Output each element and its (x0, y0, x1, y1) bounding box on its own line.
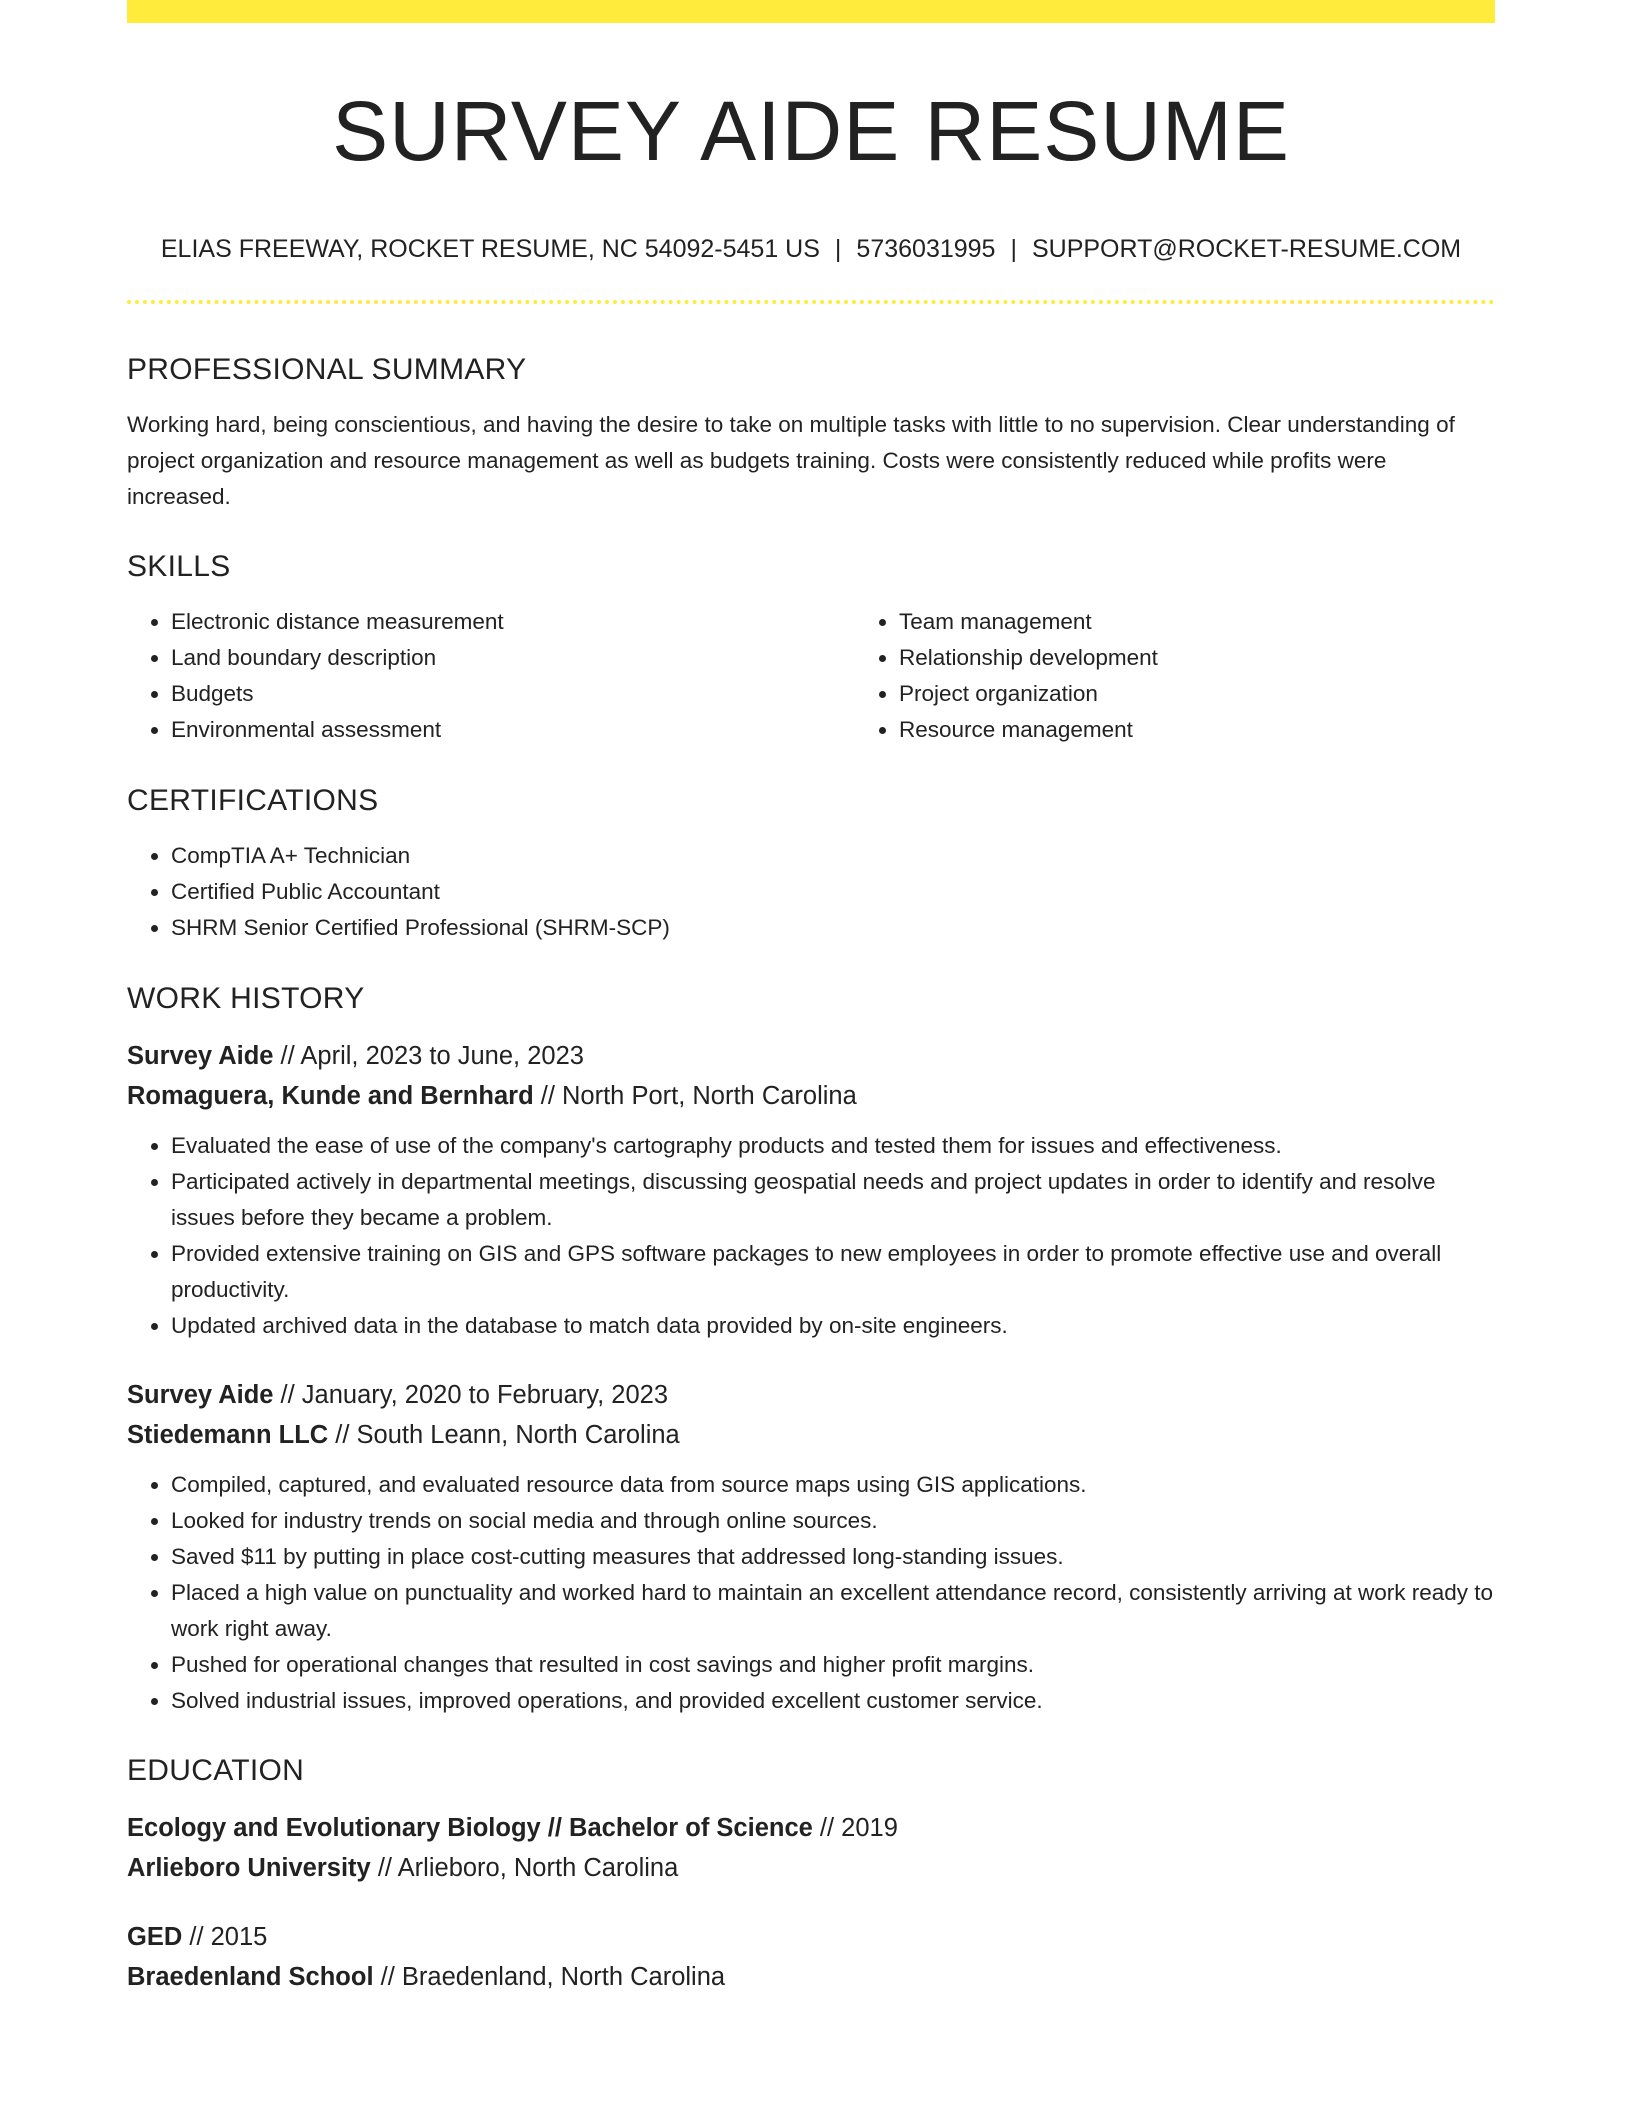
skills-grid (127, 604, 1495, 748)
job-bullet: • Participated actively in departmental meetings, discussing geospatial needs and project updates in order to identify and resolve issues before they became a problem. (171, 1164, 1495, 1236)
job-title: Survey Aide (127, 1042, 274, 1070)
education-degree: GED (127, 1923, 183, 1951)
education-location: // Braedenland, North Carolina (380, 1963, 726, 1991)
certifications-heading: CERTIFICATIONS (127, 784, 379, 817)
job-company-line (127, 1415, 1495, 1455)
job-entry (127, 1375, 1495, 1719)
job-bullet: • Pushed for operational changes that resulted in cost savings and higher profit margins. (171, 1647, 1495, 1683)
dotted-divider (127, 300, 1495, 304)
skills-list-left (127, 604, 855, 748)
job-bullets (127, 1467, 1495, 1719)
contact-address: ELIAS FREEWAY, ROCKET RESUME, NC 54092-5451 US (160, 235, 820, 263)
skill-item: • Environmental assessment (171, 712, 855, 748)
education-school-line (127, 1957, 1495, 1997)
job-company-line (127, 1076, 1495, 1116)
job-bullet: • Evaluated the ease of use of the company's cartography products and tested them for issues and effectiveness. (171, 1128, 1495, 1164)
job-title-line (127, 1375, 1495, 1415)
certification-item: • CompTIA A+ Technician (171, 838, 1495, 874)
job-location: // South Leann, North Carolina (335, 1421, 680, 1449)
contact-line (127, 237, 1495, 262)
job-company: Stiedemann LLC (127, 1421, 329, 1449)
job-bullet: • Solved industrial issues, improved operations, and provided excellent customer service. (171, 1683, 1495, 1719)
skill-item: • Electronic distance measurement (171, 604, 855, 640)
skill-item: • Relationship development (899, 640, 1583, 676)
job-company: Romaguera, Kunde and Bernhard (127, 1082, 534, 1110)
contact-phone: 5736031995 (856, 235, 996, 263)
job-entry (127, 1036, 1495, 1344)
job-title-line (127, 1036, 1495, 1076)
summary-heading: PROFESSIONAL SUMMARY (127, 353, 527, 386)
education-entry (127, 1917, 1495, 1997)
skill-item: • Resource management (899, 712, 1583, 748)
job-title: Survey Aide (127, 1381, 274, 1409)
job-bullet: • Looked for industry trends on social media and through online sources. (171, 1503, 1495, 1539)
certification-item: • Certified Public Accountant (171, 874, 1495, 910)
job-bullet: • Provided extensive training on GIS and GPS software packages to new employees in order to promote effective use and overall productivity. (171, 1236, 1495, 1308)
work-history-heading: WORK HISTORY (127, 982, 365, 1015)
resume-page (127, 0, 1495, 1997)
education-year: // 2019 (819, 1814, 898, 1842)
education-degree-line (127, 1808, 1495, 1848)
education-entry (127, 1808, 1495, 1888)
skill-item: • Team management (899, 604, 1583, 640)
education-school: Braedenland School (127, 1963, 374, 1991)
contact-separator: | (1010, 235, 1017, 263)
job-bullet: • Updated archived data in the database to match data provided by on-site engineers. (171, 1308, 1495, 1344)
job-bullet: • Saved $11 by putting in place cost-cutting measures that addressed long-standing issues. (171, 1539, 1495, 1575)
skills-heading: SKILLS (127, 550, 231, 583)
education-school: Arlieboro University (127, 1854, 371, 1882)
education-degree-line (127, 1917, 1495, 1957)
job-dates: // April, 2023 to June, 2023 (280, 1042, 584, 1070)
education-heading: EDUCATION (127, 1754, 305, 1787)
certifications-list (127, 838, 1495, 946)
certification-item: • SHRM Senior Certified Professional (SHRM-SCP) (171, 910, 1495, 946)
top-accent-bar (127, 0, 1495, 23)
education-year: // 2015 (189, 1923, 268, 1951)
skill-item: • Project organization (899, 676, 1583, 712)
contact-email[interactable]: SUPPORT@ROCKET-RESUME.COM (1031, 235, 1462, 263)
skill-item: • Land boundary description (171, 640, 855, 676)
job-bullet: • Placed a high value on punctuality and worked hard to maintain an excellent attendance record, consistently arriving at work ready to work right away. (171, 1575, 1495, 1647)
job-bullets (127, 1128, 1495, 1344)
education-degree: Ecology and Evolutionary Biology // Bachelor of Science (127, 1814, 813, 1842)
job-bullet: • Compiled, captured, and evaluated resource data from source maps using GIS applications. (171, 1467, 1495, 1503)
education-location: // Arlieboro, North Carolina (377, 1854, 679, 1882)
job-dates: // January, 2020 to February, 2023 (280, 1381, 669, 1409)
skill-item: • Budgets (171, 676, 855, 712)
contact-separator: | (834, 235, 842, 263)
skills-list-right (855, 604, 1583, 748)
summary-text: Working hard, being conscientious, and having the desire to take on multiple tasks with little to no supervision. Clear understanding of project organization and resource management as well as budgets training. Costs were consistently reduced while profits were increased. (127, 412, 1455, 509)
resume-title: SURVEY AIDE RESUME (332, 84, 1290, 178)
education-school-line (127, 1848, 1495, 1888)
job-location: // North Port, North Carolina (540, 1082, 857, 1110)
